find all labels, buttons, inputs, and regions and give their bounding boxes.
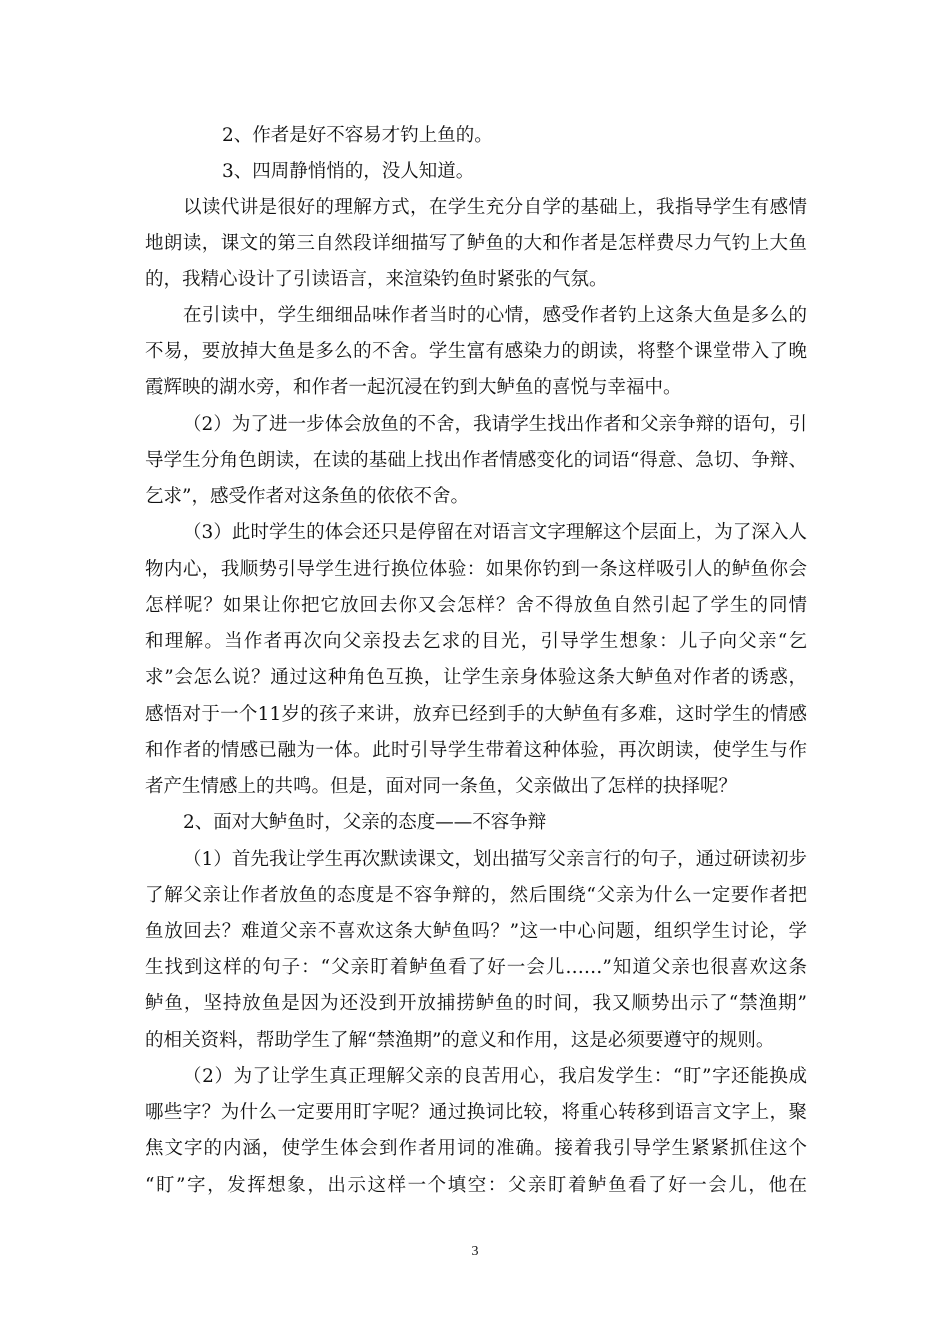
text-line: 不易，要放掉大鱼是多么的不舍。学生富有感染力的朗读，将整个课堂带入了晚 bbox=[145, 341, 807, 362]
text-line: 生找到这样的句子：“父亲盯着鲈鱼看了好一会儿……”知道父亲也很喜欢这条 bbox=[145, 957, 807, 978]
text-line: 在引读中，学生细细品味作者当时的心情，感受作者钓上这条大鱼是多么的 bbox=[183, 305, 807, 326]
text-line: 者产生情感上的共鸣。但是，面对同一条鱼，父亲做出了怎样的抉择呢？ bbox=[145, 776, 738, 797]
text-line: 感悟对于一个11岁的孩子来讲，放弃已经到手的大鲈鱼有多难，这时学生的情感 bbox=[145, 704, 807, 725]
text-line: 求”会怎么说？通过这种角色互换，让学生亲身体验这条大鲈鱼对作者的诱惑， bbox=[145, 667, 807, 688]
page-number: 3 bbox=[471, 1244, 479, 1259]
text-line: 3、四周静悄悄的，没人知道。 bbox=[222, 161, 475, 182]
text-line: 鲈鱼，坚持放鱼是因为还没到开放捕捞鲈鱼的时间，我又顺势出示了“禁渔期” bbox=[145, 993, 807, 1014]
text-line: “盯”字，发挥想象，出示这样一个填空：父亲盯着鲈鱼看了好一会儿，他在 bbox=[145, 1175, 807, 1196]
section-heading: 2、面对大鲈鱼时，父亲的态度——不容争辩 bbox=[183, 812, 547, 833]
text-line: （1）首先我让学生再次默读课文，划出描写父亲言行的句子，通过研读初步 bbox=[183, 849, 807, 870]
text-line: （3）此时学生的体会还只是停留在对语言文字理解这个层面上，为了深入人 bbox=[183, 522, 807, 543]
text-line: 的，我精心设计了引读语言，来渲染钓鱼时紧张的气氛。 bbox=[145, 269, 608, 290]
text-line: 怎样呢？如果让你把它放回去你又会怎样？舍不得放鱼自然引起了学生的同情 bbox=[145, 595, 807, 616]
text-line: 地朗读，课文的第三自然段详细描写了鲈鱼的大和作者是怎样费尽力气钓上大鱼 bbox=[145, 233, 807, 254]
text-line: 鱼放回去？难道父亲不喜欢这条大鲈鱼吗？”这一中心问题，组织学生讨论，学 bbox=[145, 921, 807, 942]
text-line: 以读代讲是很好的理解方式，在学生充分自学的基础上，我指导学生有感情 bbox=[183, 197, 807, 218]
text-line: 乞求”，感受作者对这条鱼的依依不舍。 bbox=[145, 486, 469, 507]
text-line: 焦文字的内涵，使学生体会到作者用词的准确。接着我引导学生紧紧抓住这个 bbox=[145, 1138, 807, 1159]
text-line: 和作者的情感已融为一体。此时引导学生带着这种体验，再次朗读，使学生与作 bbox=[145, 740, 807, 761]
text-line: 了解父亲让作者放鱼的态度是不容争辩的，然后围绕“父亲为什么一定要作者把 bbox=[145, 885, 807, 906]
text-line: （2）为了进一步体会放鱼的不舍，我请学生找出作者和父亲争辩的语句，引 bbox=[183, 414, 807, 435]
text-line: 的相关资料，帮助学生了解“禁渔期”的意义和作用，这是必须要遵守的规则。 bbox=[145, 1030, 775, 1051]
text-line: 霞辉映的湖水旁，和作者一起沉浸在钓到大鲈鱼的喜悦与幸福中。 bbox=[145, 377, 682, 398]
text-line: 和理解。当作者再次向父亲投去乞求的目光，引导学生想象：儿子向父亲“乞 bbox=[145, 631, 807, 652]
text-line: （2）为了让学生真正理解父亲的良苦用心，我启发学生：“盯”字还能换成 bbox=[183, 1066, 807, 1087]
text-line: 导学生分角色朗读，在读的基础上找出作者情感变化的词语“得意、急切、争辩、 bbox=[145, 450, 807, 471]
text-line: 物内心，我顺势引导学生进行换位体验：如果你钓到一条这样吸引人的鲈鱼你会 bbox=[145, 559, 807, 580]
text-line: 2、作者是好不容易才钓上鱼的。 bbox=[222, 125, 493, 146]
text-line: 哪些字？为什么一定要用盯字呢？通过换词比较，将重心转移到语言文字上，聚 bbox=[145, 1102, 807, 1123]
